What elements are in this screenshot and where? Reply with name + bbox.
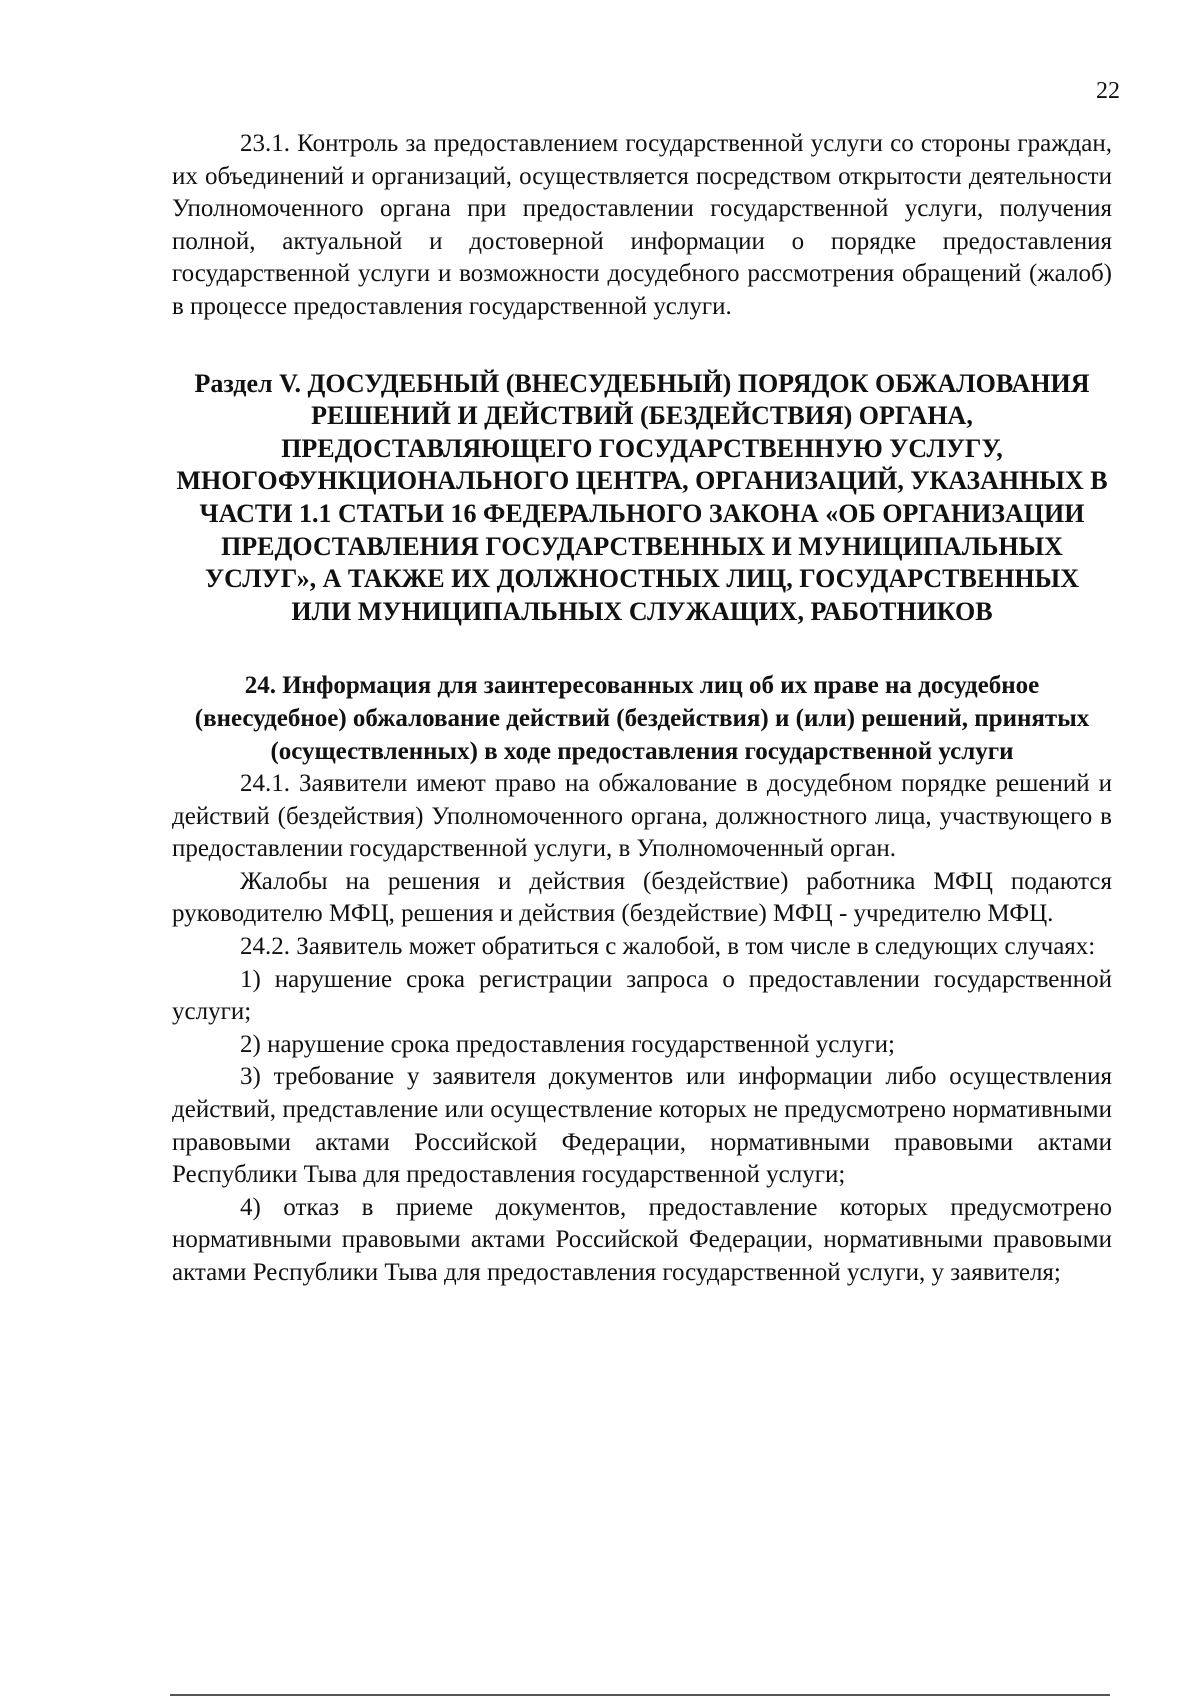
paragraph-24-1: 24.1. Заявители имеют право на обжалование в досудебном порядке решений и действий (бездействия) Уполномоченного органа, должностного лица, участвующего в предоставлении государственной услуги, в Уполномоченный орган. xyxy=(172,770,1112,863)
bottom-scan-edge xyxy=(170,1694,1110,1696)
paragraph-complaints-mfc: Жалобы на решения и действия (бездействие) работника МФЦ подаются руководителю МФЦ, решения и действия (бездействие) МФЦ - учредителю МФЦ. xyxy=(172,867,1112,928)
section-title: Раздел V. ДОСУДЕБНЫЙ (ВНЕСУДЕБНЫЙ) ПОРЯДОК ОБЖАЛОВАНИЯ РЕШЕНИЙ И ДЕЙСТВИЙ (БЕЗДЕЙСТВИЯ) ОРГАНА, ПРЕДОСТАВЛЯЮЩЕГО ГОСУДАРСТВЕННУЮ УСЛУГУ, МНОГОФУНКЦИОНАЛЬНОГО ЦЕНТРА, ОРГАНИЗАЦИЙ, УКАЗАННЫХ В ЧАСТИ 1.1 СТАТЬИ 16 ФЕДЕРАЛЬНОГО ЗАКОНА «ОБ ОРГАНИЗАЦИИ ПРЕДОСТАВЛЕНИЯ ГОСУДАРСТВЕННЫХ И МУНИЦИПАЛЬНЫХ УСЛУГ», А ТАКЖЕ ИХ ДОЛЖНОСТНЫХ ЛИЦ, ГОСУДАРСТВЕННЫХ ИЛИ МУНИЦИПАЛЬНЫХ СЛУЖАЩИХ, РАБОТНИКОВ xyxy=(176,368,1108,626)
list-item-3: 3) требование у заявителя документов или информации либо осуществления действий, представление или осуществление которых не предусмотрено нормативными правовыми актами Российской Федерации, нормативными правовыми актами Республики Тыва для предоставления государственной услуги; xyxy=(172,1063,1112,1189)
subsection-title: 24. Информация для заинтересованных лиц об их праве на досудебное (внесудебное) обжалование действий (бездействия) и (или) решений, принятых (осуществленных) в ходе предоставления государственной услуги xyxy=(194,672,1090,765)
list-item-2: 2) нарушение срока предоставления государственной услуги; xyxy=(240,1030,895,1058)
document-body xyxy=(172,128,1112,1290)
paragraph-24-2: 24.2. Заявитель может обратиться с жалобой, в том числе в следующих случаях: xyxy=(240,933,1096,961)
page-number: 22 xyxy=(1096,78,1120,104)
list-item-4: 4) отказ в приеме документов, предоставление которых предусмотрено нормативными правовыми актами Российской Федерации, нормативными правовыми актами Республики Тыва для предоставления государственной услуги, у заявителя; xyxy=(172,1193,1112,1286)
paragraph-23-1: 23.1. Контроль за предоставлением государственной услуги со стороны граждан, их объединений и организаций, осуществляется посредством открытости деятельности Уполномоченного органа при предоставлении государственной услуги, получения полной, актуальной и достоверной информации о порядке предоставления государственной услуги и возможности досудебного рассмотрения обращений (жалоб) в процессе предоставления государственной услуги. xyxy=(172,130,1112,320)
list-item-1: 1) нарушение срока регистрации запроса о предоставлении государственной услуги; xyxy=(172,965,1112,1026)
